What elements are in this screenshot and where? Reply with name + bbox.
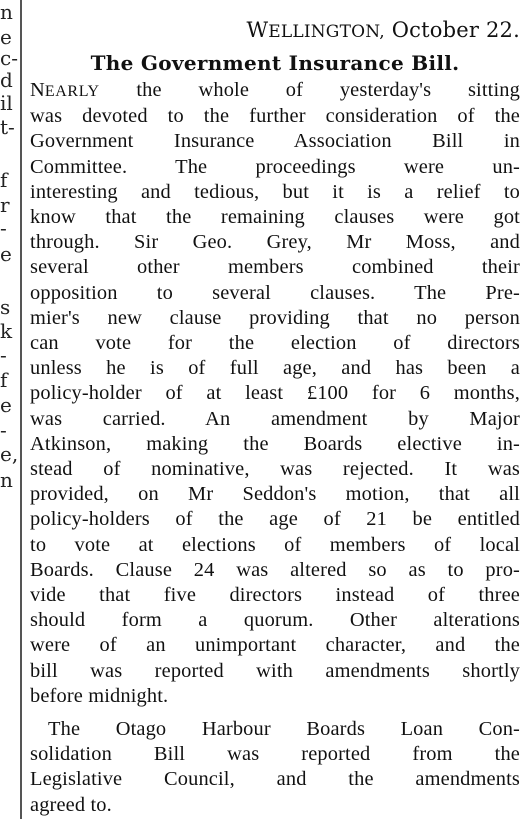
dateline-date: October 22. bbox=[384, 18, 520, 42]
paragraph-line: should form a quorum. Other alterations bbox=[30, 609, 520, 632]
fragment-text: - bbox=[0, 418, 7, 442]
paragraph-line: Government Insurance Association Bill in bbox=[30, 130, 520, 153]
adjacent-column-fragments bbox=[0, 0, 19, 500]
lead-initial: N bbox=[30, 79, 45, 101]
paragraph-line: opposition to several clauses. The Pre- bbox=[30, 281, 520, 304]
fragment-text: t- bbox=[0, 115, 15, 139]
paragraph-line: Legislative Council, and the amendments bbox=[30, 768, 520, 791]
fragment-text: e, bbox=[0, 442, 19, 466]
paragraph-line: were of an unimportant character, and the bbox=[30, 634, 520, 657]
paragraph-line: vide that five directors instead of three bbox=[30, 584, 520, 607]
paragraph-line: interesting and tedious, but it is a relief to bbox=[30, 180, 520, 203]
fragment-text: - bbox=[0, 343, 7, 367]
fragment-text: d bbox=[0, 68, 13, 92]
paragraph-line: through. Sir Geo. Grey, Mr Moss, and bbox=[30, 231, 520, 254]
paragraph-line: can vote for the election of directors bbox=[30, 332, 520, 355]
paragraph-line: bill was reported with amendments shortly bbox=[30, 659, 520, 682]
dateline-initial: W bbox=[246, 18, 269, 42]
paragraph-line: agreed to. bbox=[30, 793, 112, 816]
fragment-text: r bbox=[0, 193, 10, 217]
paragraph-line: policy-holders of the age of 21 be entitled bbox=[30, 508, 520, 531]
paragraph-line: unless he is of full age, and has been a bbox=[30, 357, 520, 380]
lead-line-rest: the whole of yesterday's sitting bbox=[99, 79, 520, 101]
paragraph-line: was devoted to the further consideration of the bbox=[30, 105, 520, 128]
column-divider bbox=[20, 0, 22, 819]
fragment-text: k bbox=[0, 319, 13, 343]
dateline bbox=[30, 18, 520, 44]
paragraph-line: know that the remaining clauses were got bbox=[30, 206, 520, 229]
paragraph-line: to vote at elections of members of local bbox=[30, 533, 520, 556]
paragraph-line: policy-holder of at least £100 for 6 months, bbox=[30, 382, 520, 405]
paragraph-2 bbox=[30, 717, 520, 818]
paragraph-line: Atkinson, making the Boards elective in- bbox=[30, 432, 520, 455]
dateline-place: ELLINGTON, bbox=[268, 22, 385, 42]
paragraph-1 bbox=[30, 78, 520, 709]
fragment-text: f bbox=[0, 368, 8, 392]
lead-word: EARLY bbox=[44, 83, 100, 100]
paragraph-line: was carried. An amendment by Major bbox=[30, 407, 520, 430]
paragraph-line bbox=[30, 78, 520, 104]
paragraph-line: Committee. The proceedings were un- bbox=[30, 155, 520, 178]
paragraph-line: mier's new clause providing that no person bbox=[30, 306, 520, 329]
paragraph-line: solidation Bill was reported from the bbox=[30, 743, 520, 766]
article-headline: The Government Insurance Bill. bbox=[90, 51, 460, 75]
fragment-text: n bbox=[0, 468, 13, 492]
fragment-text: c- bbox=[0, 46, 18, 70]
article-body bbox=[30, 0, 520, 818]
fragment-text: e bbox=[0, 393, 12, 417]
fragment-text: e bbox=[0, 25, 12, 49]
paragraph-line: several other members combined their bbox=[30, 256, 520, 279]
fragment-text: e bbox=[0, 242, 12, 266]
paragraph-line: The Otago Harbour Boards Loan Con- bbox=[48, 718, 520, 741]
paragraph-line: Boards. Clause 24 was altered so as to pro- bbox=[30, 558, 520, 581]
paragraph-line: provided, on Mr Seddon's motion, that all bbox=[30, 483, 520, 506]
fragment-text: f bbox=[0, 168, 8, 192]
paragraph-line: before midnight. bbox=[30, 684, 169, 707]
paragraph-line: stead of nominative, was rejected. It was bbox=[30, 458, 520, 481]
fragment-text: - bbox=[0, 216, 7, 240]
fragment-text: s bbox=[0, 295, 11, 319]
fragment-text: il bbox=[0, 91, 13, 115]
fragment-text: n bbox=[0, 0, 13, 24]
